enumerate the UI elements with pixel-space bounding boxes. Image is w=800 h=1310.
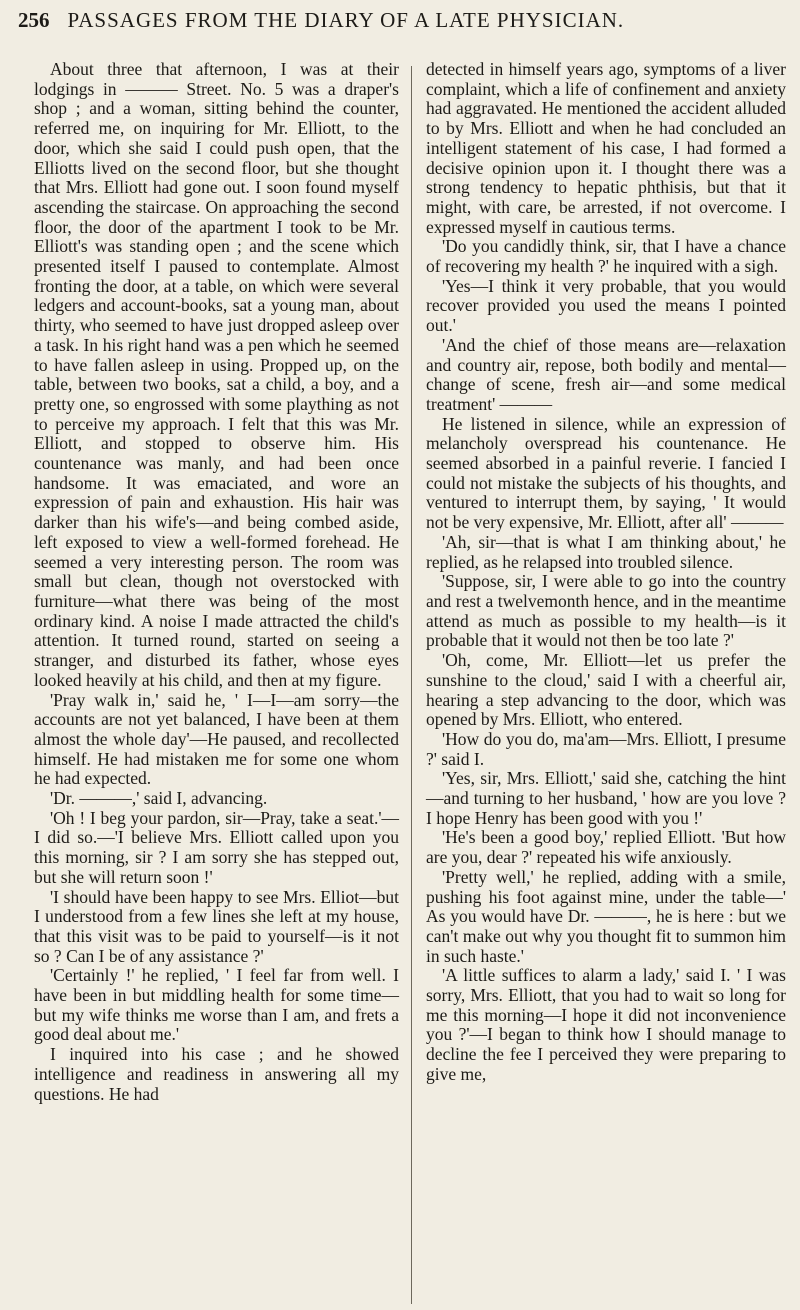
paragraph: He listened in silence, while an expression of melancholy overspread his countenance. He seemed absorbed in a painful reverie. I fancied I could not mistake the subjects of his thoughts, and ventured to interrupt them, by saying, ' It would not be very expensive, Mr. Elliott, after all' ——— bbox=[426, 413, 786, 533]
paragraph: 'Yes, sir, Mrs. Elliott,' said she, catching the hint—and turning to her husband, ' how are you love ? I hope Henry has been good with you !' bbox=[426, 768, 786, 828]
paragraph: About three that afternoon, I was at their lodgings in ——— Street. No. 5 was a draper's shop ; and a woman, sitting behind the counter, referred me, on inquiring for Mr. Elliott, to the door, which she said I could push open, that the Elliotts lived on the second floor, but she thought that Mrs. Elliott had gone out. I soon found myself ascending the staircase. On approaching the second floor, the door of the apartment I took to be Mr. Elliott's was standing open ; and the scene which presented itself I paused to contemplate. Almost fronting the door, at a table, on which were several ledgers and account-books, sat a young man, about thirty, who seemed to have just dropped asleep over a task. In his right hand was a pen which he seemed to have fallen asleep in using. Propped up, on the table, between two books, sat a child, a boy, and a pretty one, so engrossed with some plaything as not to perceive my approach. I felt that this was Mr. Elliott, and stopped to observe him. His countenance was manly, and had been once handsome. It was emaciated, and wore an expression of pain and exhaustion. His hair was darker than his wife's—and being combed aside, left exposed to view a well-formed forehead. He seemed a very interesting person. The room was small but clean, though not overstocked with furniture—what there was being of the most ordinary kind. A noise I made attracted the child's attention. It turned round, started on seeing a stranger, and disturbed its father, whose eyes looked heavily at his child, and then at my figure. bbox=[34, 59, 399, 690]
running-head bbox=[18, 8, 788, 33]
running-title: PASSAGES FROM THE DIARY OF A LATE PHYSICIAN. bbox=[67, 8, 625, 32]
paragraph: 'Pray walk in,' said he, ' I—I—am sorry—the accounts are not yet balanced, I have been at them almost the whole day'—He paused, and recollected himself. He had mistaken me for some one whom he had expected. bbox=[34, 689, 399, 789]
column-divider bbox=[411, 66, 412, 1304]
paragraph: 'Oh, come, Mr. Elliott—let us prefer the sunshine to the cloud,' said I with a cheerful air, hearing a step advancing to the door, which was opened by Mrs. Elliott, who entered. bbox=[426, 650, 786, 730]
paragraph: I inquired into his case ; and he showed intelligence and readiness in answering all my questions. He had bbox=[34, 1044, 399, 1104]
paragraph: 'How do you do, ma'am—Mrs. Elliott, I presume ?' said I. bbox=[426, 728, 786, 769]
paragraph: 'A little suffices to alarm a lady,' said I. ' I was sorry, Mrs. Elliott, that you had to wait so long for me this morning—I hope it did not inconvenience you ?'—I began to think how I should manage to decline the fee I perceived they were preparing to give me, bbox=[426, 965, 786, 1084]
page-number: 256 bbox=[18, 8, 50, 32]
paragraph: 'Oh ! I beg your pardon, sir—Pray, take a seat.'—I did so.—'I believe Mrs. Elliott called upon you this morning, sir ? I am sorry she has stepped out, but she will return soon !' bbox=[34, 807, 399, 887]
paragraph: 'Suppose, sir, I were able to go into the country and rest a twelvemonth hence, and in the meantime attend as much as possible to my health—is it probable that it would not then be too late ?' bbox=[426, 571, 786, 651]
paragraph: 'Ah, sir—that is what I am thinking about,' he replied, as he relapsed into troubled silence. bbox=[426, 531, 786, 572]
paragraph: 'I should have been happy to see Mrs. Elliot—but I understood from a few lines she left at my house, that this visit was to be paid to yourself—is it not so ? Can I be of any assistance ?' bbox=[34, 886, 399, 966]
paragraph: 'Dr. ———,' said I, advancing. bbox=[50, 788, 268, 809]
paragraph: detected in himself years ago, symptoms of a liver complaint, which a life of confinement and anxiety had aggravated. He mentioned the accident alluded to by Mrs. Elliott and when he had concluded an intelligent statement of his case, I had formed a decisive opinion upon it. I thought there was a strong tendency to hepatic phthisis, but that it might, with care, be arrested, if not overcome. I expressed myself in cautious terms. bbox=[426, 59, 786, 237]
paragraph: 'Do you candidly think, sir, that I have a chance of recovering my health ?' he inquired with a sigh. bbox=[426, 236, 786, 277]
left-column bbox=[34, 60, 399, 1104]
paragraph: 'Yes—I think it very probable, that you would recover provided you used the means I pointed out.' bbox=[426, 275, 786, 336]
paragraph: 'Pretty well,' he replied, adding with a smile, pushing his foot against mine, under the table—' As you would have Dr. ———, he is here : but we can't make out why you thought fit to summon him in such haste.' bbox=[426, 866, 786, 966]
paragraph: 'Certainly !' he replied, ' I feel far from well. I have been in but middling health for some time—but my wife thinks me worse than I am, and frets a good deal about me.' bbox=[34, 965, 399, 1045]
paragraph: 'And the chief of those means are—relaxation and country air, repose, both bodily and mental—change of scene, fresh air—and some medical treatment' ——— bbox=[426, 334, 786, 414]
right-column bbox=[426, 60, 786, 1085]
paragraph: 'He's been a good boy,' replied Elliott. 'But how are you, dear ?' repeated his wife anxiously. bbox=[426, 827, 786, 868]
